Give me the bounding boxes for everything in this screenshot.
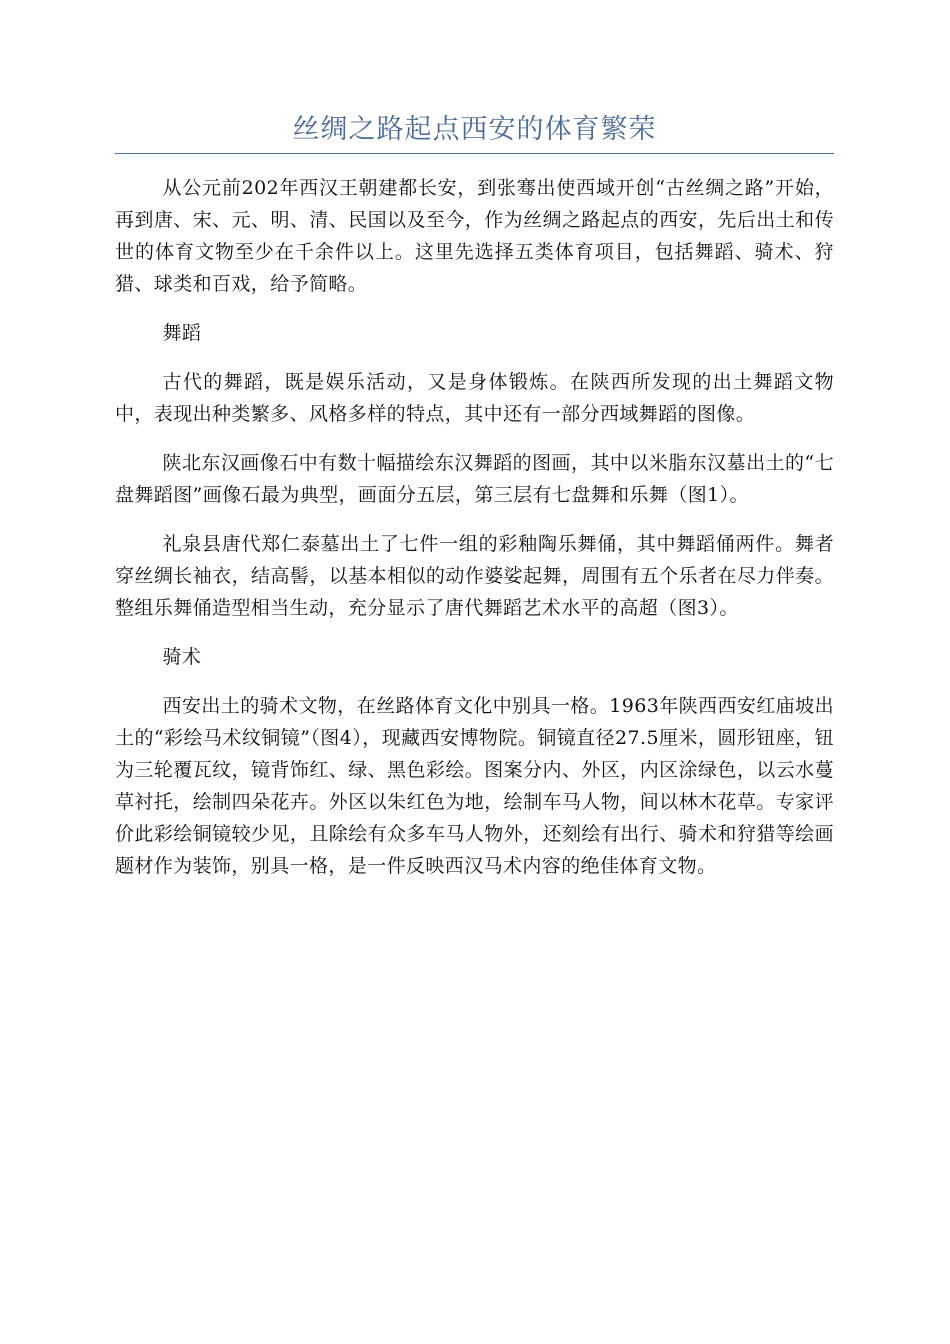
paragraph-dance-tang-figurines: 礼泉县唐代郑仁泰墓出土了七件一组的彩釉陶乐舞俑，其中舞蹈俑两件。舞者穿丝绸长袖衣，结高髻，以基本相似的动作婆娑起舞，周围有五个乐者在尽力伴奏。整组乐舞俑造型相当生动，充分显示了唐代舞蹈艺术水平的高超（图3）。	[115, 533, 834, 619]
paragraph-horsemanship: 西安出土的骑术文物，在丝路体育文化中别具一格。1963年陕西西安红庙坡出土的“彩绘马术纹铜镜”（图4），现藏西安博物院。铜镜直径27.5厘米，圆形钮座，钮为三轮覆瓦纹，镜背饰红、绿、黑色彩绘。图案分内、外区，内区涂绿色，以云水蔓草衬托，绘制四朵花卉。外区以朱红色为地，绘制车马人物，间以林木花草。专家评价此彩绘铜镜较少见，且除绘有众多车马人物外，还刻绘有出行、骑术和狩猎等绘画题材作为装饰，别具一格，是一件反映西汉马术内容的绝佳体育文物。	[115, 695, 834, 877]
document-body	[115, 172, 834, 899]
paragraph-dance-han-stone: 陕北东汉画像石中有数十幅描绘东汉舞蹈的图画，其中以米脂东汉墓出土的“七盘舞蹈图”画像石最为典型，画面分五层，第三层有七盘舞和乐舞（图1）。	[115, 452, 834, 506]
paragraph-dance-intro: 古代的舞蹈，既是娱乐活动，又是身体锻炼。在陕西所发现的出土舞蹈文物中，表现出种类繁多、风格多样的特点，其中还有一部分西域舞蹈的图像。	[115, 371, 834, 425]
title-underline	[115, 153, 834, 154]
section-heading-horsemanship: 骑术	[162, 646, 202, 668]
document-title: 丝绸之路起点西安的体育繁荣	[292, 114, 657, 145]
section-heading-dance: 舞蹈	[162, 322, 202, 344]
paragraph-intro: 从公元前202年西汉王朝建都长安，到张骞出使西域开创“古丝绸之路”开始，再到唐、宋、元、明、清、民国以及至今，作为丝绸之路起点的西安，先后出土和传世的体育文物至少在千余件以上。这里先选择五类体育项目，包括舞蹈、骑术、狩猎、球类和百戏，给予简略。	[115, 177, 834, 295]
